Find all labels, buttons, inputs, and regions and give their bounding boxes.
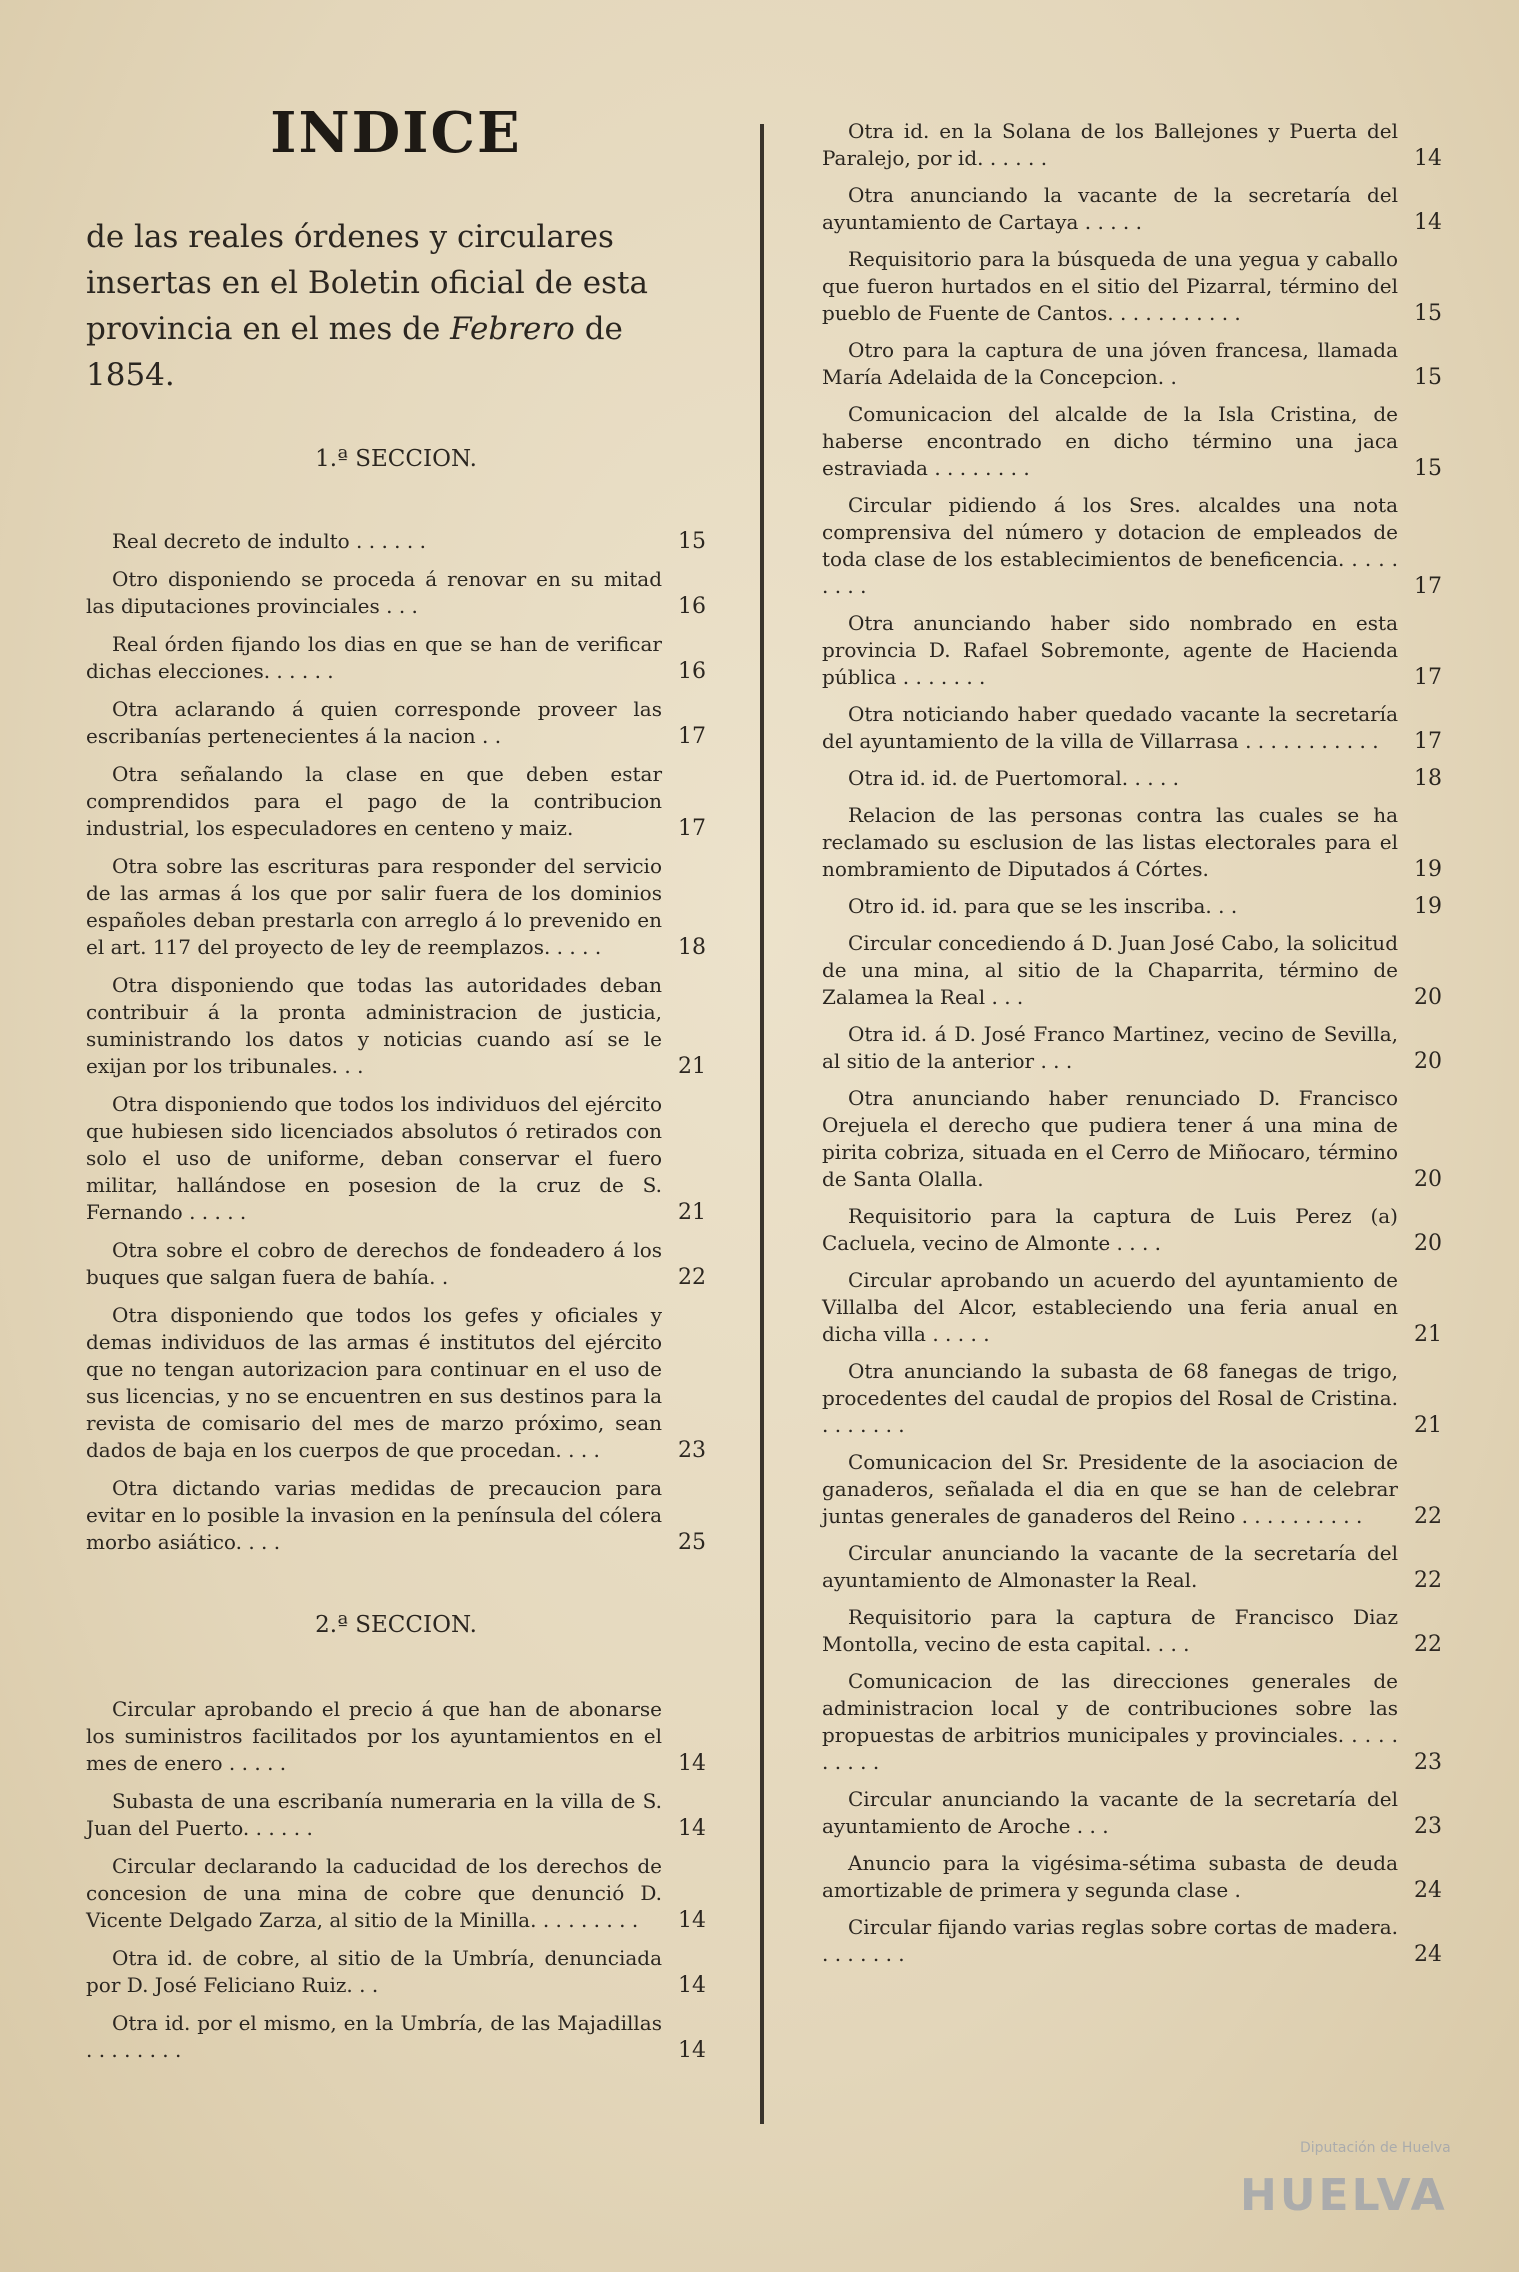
subtitle-year: de 1854. xyxy=(86,311,623,393)
entry-text: Circular pidiendo á los Sres. alcaldes una nota comprensiva del número y dotacion de empleados de toda clase de los establecimientos de beneficencia. . . . . . . . . xyxy=(822,493,1398,598)
entry-page-number: 23 xyxy=(678,1438,706,1463)
entry-page-number: 17 xyxy=(1414,665,1442,690)
index-entry xyxy=(822,182,1442,236)
entry-text: Otra anunciando haber sido nombrado en esta provincia D. Rafael Sobremonte, agente de Hacienda pública . . . . . . . xyxy=(822,611,1398,689)
entry-page-number: 17 xyxy=(1414,729,1442,754)
entry-page-number: 16 xyxy=(678,659,706,684)
index-entry xyxy=(822,337,1442,391)
entry-text: Otra anunciando la subasta de 68 fanegas de trigo, procedentes del caudal de propios del Rosal de Cristina. . . . . . . . xyxy=(822,1359,1398,1437)
index-entry xyxy=(86,1696,706,1777)
entry-page-number: 15 xyxy=(1414,365,1442,390)
index-entry xyxy=(822,1085,1442,1193)
index-entry xyxy=(822,1604,1442,1658)
entry-page-number: 15 xyxy=(678,529,706,554)
entry-page-number: 25 xyxy=(678,1530,706,1555)
right-column-list xyxy=(822,118,1442,1968)
entry-text: Otra id. de cobre, al sitio de la Umbría, denunciada por D. José Feliciano Ruiz. . . xyxy=(86,1946,662,1997)
index-entry xyxy=(822,765,1442,792)
entry-page-number: 18 xyxy=(1414,766,1442,791)
index-entry xyxy=(86,1788,706,1842)
index-entry xyxy=(86,1237,706,1291)
entry-page-number: 17 xyxy=(678,816,706,841)
index-entry xyxy=(822,701,1442,755)
entry-page-number: 22 xyxy=(678,1265,706,1290)
index-entry xyxy=(86,1091,706,1226)
entry-text: Otra id. por el mismo, en la Umbría, de las Majadillas . . . . . . . . xyxy=(86,2011,662,2062)
index-entry xyxy=(86,761,706,842)
entry-page-number: 21 xyxy=(678,1200,706,1225)
entry-text: Circular aprobando un acuerdo del ayuntamiento de Villalba del Alcor, estableciendo una feria anual en dicha villa . . . . . xyxy=(822,1268,1398,1346)
index-entry xyxy=(86,1853,706,1934)
entry-page-number: 21 xyxy=(1414,1413,1442,1438)
entry-text: Comunicacion de las direcciones generales de administracion local y de contribuciones sobre las propuestas de arbitrios municipales y provinciales. . . . . . . . . . xyxy=(822,1669,1398,1774)
index-entry xyxy=(86,853,706,961)
index-entry xyxy=(86,1302,706,1464)
index-entry xyxy=(822,1668,1442,1776)
index-entry xyxy=(822,1914,1442,1968)
index-entry xyxy=(822,1021,1442,1075)
page-subtitle xyxy=(86,214,706,398)
entry-text: Real decreto de indulto . . . . . . xyxy=(112,529,426,553)
index-entry xyxy=(822,802,1442,883)
entry-page-number: 14 xyxy=(678,1751,706,1776)
entry-text: Otra noticiando haber quedado vacante la secretaría del ayuntamiento de la villa de Villarrasa . . . . . . . . . . . xyxy=(822,702,1398,753)
entry-text: Comunicacion del alcalde de la Isla Cristina, de haberse encontrado en dicho término una jaca estraviada . . . . . . . . xyxy=(822,402,1398,480)
index-entry xyxy=(822,1449,1442,1530)
entry-page-number: 19 xyxy=(1414,857,1442,882)
entry-text: Otra id. á D. José Franco Martinez, vecino de Sevilla, al sitio de la anterior . . . xyxy=(822,1022,1398,1073)
entry-text: Otro para la captura de una jóven francesa, llamada María Adelaida de la Concepcion. . xyxy=(822,338,1398,389)
entry-text: Otra señalando la clase en que deben estar comprendidos para el pago de la contribucion industrial, los especuladores en centeno y maiz. xyxy=(86,762,662,840)
entry-text: Requisitorio para la captura de Francisco Diaz Montolla, vecino de esta capital. . . . xyxy=(822,1605,1398,1656)
entry-page-number: 17 xyxy=(678,724,706,749)
entry-page-number: 14 xyxy=(678,1908,706,1933)
entry-page-number: 18 xyxy=(678,935,706,960)
entry-text: Otra anunciando la vacante de la secretaría del ayuntamiento de Cartaya . . . . . xyxy=(822,183,1398,234)
entry-page-number: 23 xyxy=(1414,1750,1442,1775)
entry-text: Circular anunciando la vacante de la secretaría del ayuntamiento de Almonaster la Real. xyxy=(822,1541,1398,1592)
index-entry xyxy=(822,246,1442,327)
subtitle-text: de las reales órdenes y circulares insertas en el Boletin oficial de esta provincia en el mes de xyxy=(86,219,648,347)
entry-page-number: 24 xyxy=(1414,1878,1442,1903)
index-entry xyxy=(86,631,706,685)
index-entry xyxy=(86,2010,706,2064)
section-1-heading: 1.ª SECCION. xyxy=(315,446,477,472)
entry-text: Subasta de una escribanía numeraria en la villa de S. Juan del Puerto. . . . . . xyxy=(86,1789,662,1840)
entry-page-number: 20 xyxy=(1414,1167,1442,1192)
entry-page-number: 22 xyxy=(1414,1632,1442,1657)
entry-page-number: 22 xyxy=(1414,1568,1442,1593)
entry-page-number: 20 xyxy=(1414,1231,1442,1256)
watermark-stamp: HUELVA xyxy=(1240,2170,1448,2221)
index-entry xyxy=(822,1850,1442,1904)
index-entry xyxy=(822,1540,1442,1594)
entry-text: Circular fijando varias reglas sobre cortas de madera. . . . . . . . xyxy=(822,1915,1398,1966)
entry-text: Otra disponiendo que todas las autoridades deban contribuir á la pronta administracion de justicia, suministrando los datos y noticias cuando así se le exijan por los tribunales. . . xyxy=(86,973,662,1078)
entry-text: Otra sobre el cobro de derechos de fondeadero á los buques que salgan fuera de bahía. . xyxy=(86,1238,662,1289)
entry-page-number: 24 xyxy=(1414,1942,1442,1967)
entry-text: Anuncio para la vigésima-sétima subasta de deuda amortizable de primera y segunda clase . xyxy=(822,1851,1398,1902)
entry-page-number: 23 xyxy=(1414,1814,1442,1839)
entry-text: Circular concediendo á D. Juan José Cabo, la solicitud de una mina, al sitio de la Chaparrita, término de Zalamea la Real . . . xyxy=(822,931,1398,1009)
watermark-small: Diputación de Huelva xyxy=(1300,2140,1451,2156)
index-entry xyxy=(822,492,1442,600)
entry-page-number: 16 xyxy=(678,594,706,619)
entry-text: Otra dictando varias medidas de precaucion para evitar en lo posible la invasion en la península del cólera morbo asiático. . . . xyxy=(86,1476,663,1554)
page-title: INDICE xyxy=(270,100,522,166)
entry-page-number: 14 xyxy=(678,1973,706,1998)
index-entry xyxy=(822,1203,1442,1257)
entry-text: Circular anunciando la vacante de la secretaría del ayuntamiento de Aroche . . . xyxy=(822,1787,1398,1838)
entry-text: Otra anunciando haber renunciado D. Francisco Orejuela el derecho que pudiera tener á una mina de pirita cobriza, situada en el Cerro de Miñocaro, término de Santa Olalla. xyxy=(822,1086,1398,1191)
column-divider xyxy=(760,124,764,2124)
section-1-list xyxy=(86,528,706,1556)
index-entry xyxy=(86,1475,706,1556)
entry-page-number: 15 xyxy=(1414,456,1442,481)
entry-text: Otro disponiendo se proceda á renovar en su mitad las diputaciones provinciales . . . xyxy=(86,567,662,618)
entry-text: Otra disponiendo que todos los individuos del ejército que hubiesen sido licenciados absolutos ó retirados con solo el uso de uniforme, deban conservar el fuero militar, hallándose en posesion de la cruz de S. Fernando . . . . . xyxy=(86,1092,662,1224)
index-entry xyxy=(822,401,1442,482)
index-entry xyxy=(822,1358,1442,1439)
entry-page-number: 14 xyxy=(1414,210,1442,235)
section-2-heading: 2.ª SECCION. xyxy=(315,1612,477,1638)
entry-page-number: 15 xyxy=(1414,301,1442,326)
entry-text: Circular declarando la caducidad de los derechos de concesion de una mina de cobre que denunció D. Vicente Delgado Zarza, al sitio de la Minilla. . . . . . . . . xyxy=(86,1854,662,1932)
left-column xyxy=(86,100,706,2075)
index-entry xyxy=(822,930,1442,1011)
index-entry xyxy=(86,528,706,555)
entry-text: Requisitorio para la captura de Luis Perez (a) Cacluela, vecino de Almonte . . . . xyxy=(822,1204,1398,1255)
subtitle-month: Febrero xyxy=(450,311,575,347)
entry-text: Otra aclarando á quien corresponde proveer las escribanías pertenecientes á la nacion . . xyxy=(86,697,662,748)
entry-page-number: 22 xyxy=(1414,1504,1442,1529)
entry-page-number: 21 xyxy=(678,1054,706,1079)
entry-text: Comunicacion del Sr. Presidente de la asociacion de ganaderos, señalada el dia en que se han de celebrar juntas generales de ganaderos del Reino . . . . . . . . . . xyxy=(822,1450,1398,1528)
index-entry xyxy=(86,1945,706,1999)
index-entry xyxy=(822,118,1442,172)
index-entry xyxy=(86,566,706,620)
index-entry xyxy=(822,610,1442,691)
entry-text: Requisitorio para la búsqueda de una yegua y caballo que fueron hurtados en el sitio del Pizarral, término del pueblo de Fuente de Cantos. . . . . . . . . . . xyxy=(822,247,1398,325)
entry-text: Otra disponiendo que todos los gefes y oficiales y demas individuos de las armas é institutos del ejército que no tengan autorizacion para continuar en el uso de sus licencias, y no se encuentren en sus destinos para la revista de comisario del mes de marzo próximo, sean dados de baja en los cuerpos de que procedan. . . . xyxy=(86,1303,662,1462)
entry-text: Otra sobre las escrituras para responder del servicio de las armas á los que por salir fuera de los dominios españoles deban prestarla con arreglo á lo prevenido en el art. 117 del proyecto de ley de reemplazos. . . . . xyxy=(86,854,662,959)
entry-text: Otra id. id. de Puertomoral. . . . . xyxy=(848,766,1180,790)
entry-page-number: 21 xyxy=(1414,1322,1442,1347)
right-column xyxy=(822,118,1442,1978)
entry-text: Otro id. id. para que se les inscriba. . . xyxy=(848,894,1238,918)
index-entry xyxy=(822,1267,1442,1348)
entry-page-number: 19 xyxy=(1414,894,1442,919)
entry-text: Real órden fijando los dias en que se han de verificar dichas elecciones. . . . . . xyxy=(86,632,662,683)
entry-text: Relacion de las personas contra las cuales se ha reclamado su esclusion de las listas electorales para el nombramiento de Diputados á Córtes. xyxy=(822,803,1398,881)
index-entry xyxy=(86,696,706,750)
index-entry xyxy=(822,893,1442,920)
entry-text: Otra id. en la Solana de los Ballejones y Puerta del Paralejo, por id. . . . . . xyxy=(822,119,1398,170)
entry-page-number: 17 xyxy=(1414,574,1442,599)
index-entry xyxy=(822,1786,1442,1840)
entry-page-number: 20 xyxy=(1414,985,1442,1010)
entry-page-number: 14 xyxy=(1414,146,1442,171)
index-entry xyxy=(86,972,706,1080)
entry-page-number: 14 xyxy=(678,1816,706,1841)
section-2-list xyxy=(86,1696,706,2064)
entry-text: Circular aprobando el precio á que han de abonarse los suministros facilitados por los ayuntamientos en el mes de enero . . . . . xyxy=(86,1697,662,1775)
entry-page-number: 20 xyxy=(1414,1049,1442,1074)
entry-page-number: 14 xyxy=(678,2038,706,2063)
